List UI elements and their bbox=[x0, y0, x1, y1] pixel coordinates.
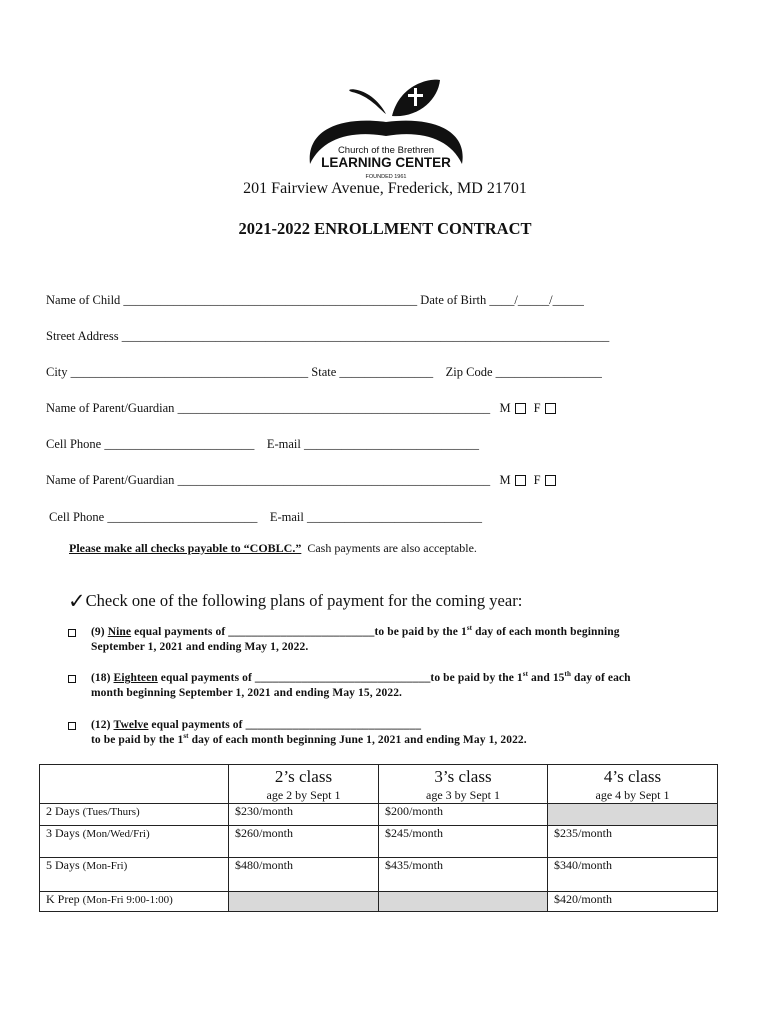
logo-church-name: Church of the Brethren bbox=[337, 145, 435, 156]
email-field[interactable]: ____________________________ bbox=[306, 510, 482, 524]
payment-note bbox=[69, 541, 477, 556]
table-row bbox=[40, 804, 718, 826]
zip-code-field[interactable]: _________________ bbox=[495, 365, 602, 379]
payment-plan-heading-text: Check one of the following plans of payment for the coming year: bbox=[85, 591, 523, 610]
parent-name-field[interactable]: __________________________________________________ bbox=[177, 401, 491, 415]
rate-cell: $200/month bbox=[379, 804, 548, 826]
dob-field[interactable]: ____/_____/_____ bbox=[489, 293, 584, 307]
rate-cell: $230/month bbox=[229, 804, 379, 826]
rate-cell-empty bbox=[229, 892, 379, 912]
table-header-row bbox=[40, 765, 718, 804]
row-label: K Prep (Mon-Fri 9:00-1:00) bbox=[40, 892, 229, 912]
male-checkbox[interactable] bbox=[515, 403, 526, 414]
plan-count: (9) bbox=[91, 626, 105, 638]
logo-center-name: LEARNING CENTER bbox=[321, 155, 451, 170]
male-checkbox[interactable] bbox=[515, 475, 526, 486]
plan-text: to be paid by the 1 bbox=[374, 626, 467, 638]
rate-cell: $480/month bbox=[229, 858, 379, 892]
payment-plan-eighteen bbox=[68, 671, 728, 701]
table-row bbox=[40, 892, 718, 912]
plan-word: Eighteen bbox=[113, 672, 158, 684]
plan-text: day of each month beginning June 1, 2021 and ending May 1, 2022. bbox=[191, 734, 527, 746]
class-name: 2’s class bbox=[274, 767, 333, 786]
plan-amount-field[interactable]: _________________________ bbox=[228, 626, 375, 638]
street-address-field[interactable]: ______________________________________________________________________________ bbox=[121, 329, 610, 343]
plan-text: and 15 bbox=[531, 672, 565, 684]
column-header bbox=[379, 765, 548, 804]
city-field[interactable]: ______________________________________ bbox=[70, 365, 309, 379]
dob-label: Date of Birth bbox=[420, 293, 487, 307]
apple-cross-logo-icon bbox=[300, 74, 472, 184]
female-label: F bbox=[533, 473, 541, 487]
rate-cell: $235/month bbox=[548, 826, 718, 858]
rate-cell: $435/month bbox=[379, 858, 548, 892]
male-label: M bbox=[499, 401, 511, 415]
female-checkbox[interactable] bbox=[545, 475, 556, 486]
table-row bbox=[40, 826, 718, 858]
parent-row-2 bbox=[46, 473, 564, 488]
plan-twelve-checkbox[interactable] bbox=[68, 722, 76, 730]
table-corner-cell bbox=[40, 765, 229, 804]
plan-text: September 1, 2021 and ending May 1, 2022. bbox=[91, 641, 309, 653]
row-label: 5 Days (Mon-Fri) bbox=[40, 858, 229, 892]
payment-plan-nine bbox=[68, 625, 728, 655]
street-address-label: Street Address bbox=[46, 329, 119, 343]
logo-founded: FOUNDED 1961 bbox=[365, 174, 407, 180]
checks-payable-note: Please make all checks payable to “COBLC.” bbox=[69, 541, 302, 555]
rate-cell: $420/month bbox=[548, 892, 718, 912]
female-label: F bbox=[533, 401, 541, 415]
plan-nine-checkbox[interactable] bbox=[68, 629, 76, 637]
parent-row-1 bbox=[46, 401, 564, 416]
table-row bbox=[40, 858, 718, 892]
row-label: 2 Days (Tues/Thurs) bbox=[40, 804, 229, 826]
contact-row-2 bbox=[49, 510, 482, 525]
plan-text: equal payments of bbox=[151, 719, 243, 731]
ordinal-suffix: st bbox=[522, 670, 529, 679]
learning-center-logo bbox=[300, 74, 472, 184]
parent-name-label: Name of Parent/Guardian bbox=[46, 473, 175, 487]
plan-count: (18) bbox=[91, 672, 111, 684]
email-label: E-mail bbox=[266, 437, 301, 451]
plan-text: equal payments of bbox=[134, 626, 226, 638]
plan-eighteen-checkbox[interactable] bbox=[68, 675, 76, 683]
row-label: 3 Days (Mon/Wed/Fri) bbox=[40, 826, 229, 858]
payment-plan-heading bbox=[68, 587, 522, 612]
plan-amount-field[interactable]: ______________________________ bbox=[245, 719, 422, 731]
ordinal-suffix: th bbox=[564, 670, 571, 679]
payment-plan-twelve bbox=[68, 718, 728, 748]
rate-cell-empty bbox=[379, 892, 548, 912]
contact-row-1 bbox=[46, 437, 479, 452]
ordinal-suffix: st bbox=[466, 624, 473, 633]
class-age: age 4 by Sept 1 bbox=[595, 788, 670, 802]
city-label: City bbox=[46, 365, 68, 379]
cell-phone-label: Cell Phone bbox=[49, 510, 105, 524]
ordinal-suffix: st bbox=[183, 732, 189, 741]
plan-count: (12) bbox=[91, 719, 111, 731]
plan-text: to be paid by the 1 bbox=[91, 734, 184, 746]
class-age: age 3 by Sept 1 bbox=[426, 788, 500, 802]
rate-cell: $245/month bbox=[379, 826, 548, 858]
state-field[interactable]: _______________ bbox=[339, 365, 434, 379]
plan-text: equal payments of bbox=[160, 672, 252, 684]
rate-cell-empty bbox=[548, 804, 718, 826]
child-name-label: Name of Child bbox=[46, 293, 121, 307]
female-checkbox[interactable] bbox=[545, 403, 556, 414]
parent-name-field[interactable]: __________________________________________________ bbox=[177, 473, 491, 487]
class-name: 3’s class bbox=[434, 767, 492, 786]
cell-phone-field[interactable]: ________________________ bbox=[107, 510, 258, 524]
email-field[interactable]: ____________________________ bbox=[303, 437, 479, 451]
child-row bbox=[46, 293, 584, 308]
document-title: 2021-2022 ENROLLMENT CONTRACT bbox=[238, 219, 532, 238]
center-address: 201 Fairview Avenue, Frederick, MD 21701 bbox=[243, 180, 527, 197]
cash-note: Cash payments are also acceptable. bbox=[307, 541, 477, 555]
street-row bbox=[46, 329, 609, 344]
class-name: 4’s class bbox=[603, 767, 662, 786]
child-name-field[interactable]: _______________________________________________ bbox=[123, 293, 418, 307]
plan-text: day of each month beginning bbox=[475, 626, 620, 638]
class-age: age 2 by Sept 1 bbox=[266, 788, 341, 802]
plan-text: day of each bbox=[573, 672, 631, 684]
plan-text: month beginning September 1, 2021 and ending May 15, 2022. bbox=[91, 687, 403, 699]
state-label: State bbox=[311, 365, 337, 379]
cell-phone-label: Cell Phone bbox=[46, 437, 102, 451]
plan-word: Twelve bbox=[113, 719, 149, 731]
email-label: E-mail bbox=[269, 510, 304, 524]
parent-name-label: Name of Parent/Guardian bbox=[46, 401, 175, 415]
plan-amount-field[interactable]: ______________________________ bbox=[254, 672, 431, 684]
plan-word: Nine bbox=[107, 626, 132, 638]
column-header bbox=[548, 765, 718, 804]
column-header bbox=[229, 765, 379, 804]
rate-cell: $260/month bbox=[229, 826, 379, 858]
rate-cell: $340/month bbox=[548, 858, 718, 892]
male-label: M bbox=[499, 473, 511, 487]
plan-text: to be paid by the 1 bbox=[430, 672, 523, 684]
checkmark-icon: ✓ bbox=[68, 589, 86, 613]
tuition-rates-table bbox=[39, 764, 718, 912]
zip-code-label: Zip Code bbox=[445, 365, 493, 379]
city-row bbox=[46, 365, 602, 380]
cell-phone-field[interactable]: ________________________ bbox=[104, 437, 255, 451]
